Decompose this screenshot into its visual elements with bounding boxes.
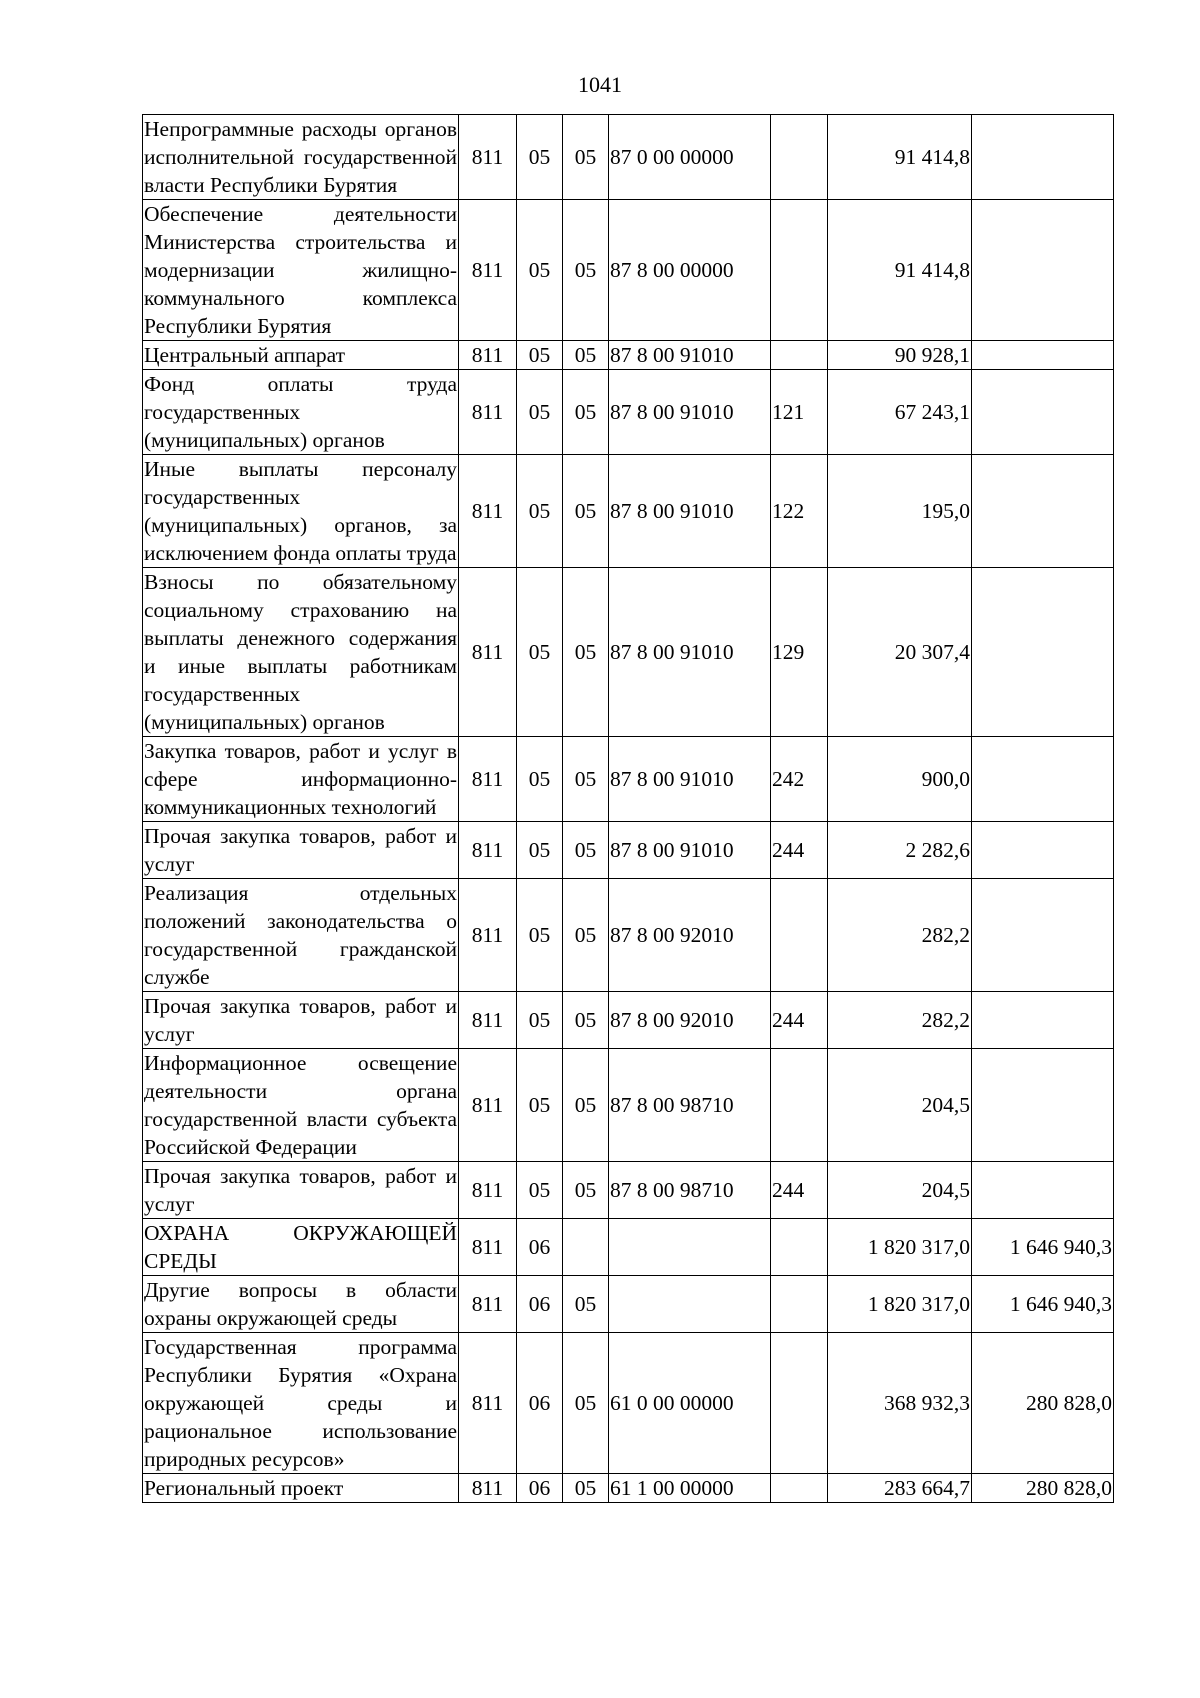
row-sum2: [972, 568, 1114, 737]
row-sum1: 283 664,7: [828, 1474, 972, 1503]
row-vr: 244: [771, 1162, 828, 1219]
row-pr: 05: [563, 1333, 609, 1474]
row-vr: [771, 115, 828, 200]
row-ved: 811: [459, 822, 517, 879]
row-sum1: 91 414,8: [828, 115, 972, 200]
row-pr: 05: [563, 341, 609, 370]
row-pr: [563, 1219, 609, 1276]
row-name: Фонд оплаты труда государственных (муниципальных) органов: [143, 370, 459, 455]
row-pr: 05: [563, 822, 609, 879]
row-rz: 05: [517, 992, 563, 1049]
row-csr: 87 8 00 91010: [609, 455, 771, 568]
row-ved: 811: [459, 341, 517, 370]
row-pr: 05: [563, 1474, 609, 1503]
row-sum1: 195,0: [828, 455, 972, 568]
row-sum2: [972, 1162, 1114, 1219]
row-rz: 06: [517, 1333, 563, 1474]
row-csr: 87 0 00 00000: [609, 115, 771, 200]
row-pr: 05: [563, 992, 609, 1049]
row-sum2: [972, 115, 1114, 200]
row-vr: [771, 341, 828, 370]
row-ved: 811: [459, 1162, 517, 1219]
row-sum1: 91 414,8: [828, 200, 972, 341]
row-name: Непрограммные расходы органов исполнительной государственной власти Республики Бурятия: [143, 115, 459, 200]
row-rz: 05: [517, 568, 563, 737]
table-row: [143, 992, 1114, 1049]
row-ved: 811: [459, 1333, 517, 1474]
row-name: Иные выплаты персоналу государственных (муниципальных) органов, за исключением фонда оплаты труда: [143, 455, 459, 568]
row-sum2: 1 646 940,3: [972, 1276, 1114, 1333]
row-vr: 129: [771, 568, 828, 737]
table-row: [143, 568, 1114, 737]
row-csr: 87 8 00 91010: [609, 737, 771, 822]
row-sum1: 2 282,6: [828, 822, 972, 879]
row-rz: 05: [517, 1049, 563, 1162]
row-ved: 811: [459, 370, 517, 455]
row-pr: 05: [563, 879, 609, 992]
row-name: Прочая закупка товаров, работ и услуг: [143, 992, 459, 1049]
row-csr: 87 8 00 98710: [609, 1162, 771, 1219]
row-ved: 811: [459, 737, 517, 822]
row-sum1: 204,5: [828, 1162, 972, 1219]
row-sum1: 1 820 317,0: [828, 1219, 972, 1276]
row-ved: 811: [459, 455, 517, 568]
row-ved: 811: [459, 115, 517, 200]
row-name: Центральный аппарат: [143, 341, 459, 370]
row-name: Взносы по обязательному социальному страхованию на выплаты денежного содержания и иные выплаты работникам государственных (муниципальных) органов: [143, 568, 459, 737]
table-row: [143, 455, 1114, 568]
row-vr: [771, 1333, 828, 1474]
row-vr: 121: [771, 370, 828, 455]
row-name: Обеспечение деятельности Министерства строительства и модернизации жилищно-коммунального комплекса Республики Бурятия: [143, 200, 459, 341]
row-name: Закупка товаров, работ и услуг в сфере информационно-коммуникационных технологий: [143, 737, 459, 822]
row-csr: 61 1 00 00000: [609, 1474, 771, 1503]
row-sum2: [972, 200, 1114, 341]
row-csr: 87 8 00 91010: [609, 568, 771, 737]
row-sum1: 90 928,1: [828, 341, 972, 370]
row-sum1: 20 307,4: [828, 568, 972, 737]
row-csr: 87 8 00 00000: [609, 200, 771, 341]
row-csr: 87 8 00 91010: [609, 370, 771, 455]
row-vr: [771, 1219, 828, 1276]
row-name: Реализация отдельных положений законодательства о государственной гражданской службе: [143, 879, 459, 992]
table-row: [143, 1049, 1114, 1162]
row-pr: 05: [563, 1276, 609, 1333]
row-csr: [609, 1219, 771, 1276]
row-rz: 05: [517, 879, 563, 992]
row-pr: 05: [563, 1162, 609, 1219]
row-sum2: [972, 992, 1114, 1049]
row-name: Прочая закупка товаров, работ и услуг: [143, 822, 459, 879]
row-rz: 05: [517, 455, 563, 568]
row-ved: 811: [459, 1474, 517, 1503]
row-ved: 811: [459, 1049, 517, 1162]
row-csr: 87 8 00 98710: [609, 1049, 771, 1162]
row-rz: 05: [517, 115, 563, 200]
row-name: Информационное освещение деятельности органа государственной власти субъекта Российской Федерации: [143, 1049, 459, 1162]
row-sum1: 368 932,3: [828, 1333, 972, 1474]
row-vr: [771, 1474, 828, 1503]
row-name: ОХРАНА ОКРУЖАЮЩЕЙ СРЕДЫ: [143, 1219, 459, 1276]
row-sum2: [972, 822, 1114, 879]
row-pr: 05: [563, 568, 609, 737]
row-csr: 87 8 00 92010: [609, 992, 771, 1049]
table-row: [143, 822, 1114, 879]
row-vr: 244: [771, 822, 828, 879]
row-name: Государственная программа Республики Бурятия «Охрана окружающей среды и рациональное использование природных ресурсов»: [143, 1333, 459, 1474]
row-sum2: [972, 341, 1114, 370]
table-row: [143, 1162, 1114, 1219]
table-row: [143, 1219, 1114, 1276]
row-rz: 06: [517, 1276, 563, 1333]
row-sum2: [972, 879, 1114, 992]
row-ved: 811: [459, 879, 517, 992]
row-vr: [771, 200, 828, 341]
row-vr: 242: [771, 737, 828, 822]
row-rz: 06: [517, 1474, 563, 1503]
table-row: [143, 737, 1114, 822]
row-ved: 811: [459, 1276, 517, 1333]
row-csr: 87 8 00 91010: [609, 822, 771, 879]
row-sum2: [972, 455, 1114, 568]
row-rz: 06: [517, 1219, 563, 1276]
row-vr: [771, 879, 828, 992]
row-sum1: 282,2: [828, 879, 972, 992]
row-vr: [771, 1276, 828, 1333]
row-rz: 05: [517, 341, 563, 370]
row-pr: 05: [563, 1049, 609, 1162]
budget-table: [142, 114, 1114, 1503]
row-name: Прочая закупка товаров, работ и услуг: [143, 1162, 459, 1219]
row-sum2: 280 828,0: [972, 1474, 1114, 1503]
row-csr: 87 8 00 92010: [609, 879, 771, 992]
row-pr: 05: [563, 115, 609, 200]
row-sum2: [972, 737, 1114, 822]
table-row: [143, 370, 1114, 455]
row-sum2: 1 646 940,3: [972, 1219, 1114, 1276]
row-sum1: 1 820 317,0: [828, 1276, 972, 1333]
row-name: Другие вопросы в области охраны окружающей среды: [143, 1276, 459, 1333]
row-rz: 05: [517, 200, 563, 341]
table-row: [143, 1333, 1114, 1474]
row-csr: 61 0 00 00000: [609, 1333, 771, 1474]
row-csr: [609, 1276, 771, 1333]
row-rz: 05: [517, 737, 563, 822]
row-name: Региональный проект: [143, 1474, 459, 1503]
row-rz: 05: [517, 822, 563, 879]
table-row: [143, 1474, 1114, 1503]
table-row: [143, 115, 1114, 200]
row-rz: 05: [517, 370, 563, 455]
table-row: [143, 879, 1114, 992]
table-row: [143, 1276, 1114, 1333]
page-number: 1041: [578, 72, 622, 97]
row-ved: 811: [459, 992, 517, 1049]
row-sum1: 204,5: [828, 1049, 972, 1162]
row-sum2: [972, 1049, 1114, 1162]
row-vr: 122: [771, 455, 828, 568]
row-vr: 244: [771, 992, 828, 1049]
row-sum1: 282,2: [828, 992, 972, 1049]
row-vr: [771, 1049, 828, 1162]
row-sum2: [972, 370, 1114, 455]
row-sum2: 280 828,0: [972, 1333, 1114, 1474]
row-ved: 811: [459, 1219, 517, 1276]
table-row: [143, 341, 1114, 370]
row-pr: 05: [563, 455, 609, 568]
row-pr: 05: [563, 737, 609, 822]
row-ved: 811: [459, 200, 517, 341]
row-sum1: 67 243,1: [828, 370, 972, 455]
row-pr: 05: [563, 200, 609, 341]
row-pr: 05: [563, 370, 609, 455]
row-sum1: 900,0: [828, 737, 972, 822]
row-ved: 811: [459, 568, 517, 737]
row-csr: 87 8 00 91010: [609, 341, 771, 370]
table-row: [143, 200, 1114, 341]
row-rz: 05: [517, 1162, 563, 1219]
